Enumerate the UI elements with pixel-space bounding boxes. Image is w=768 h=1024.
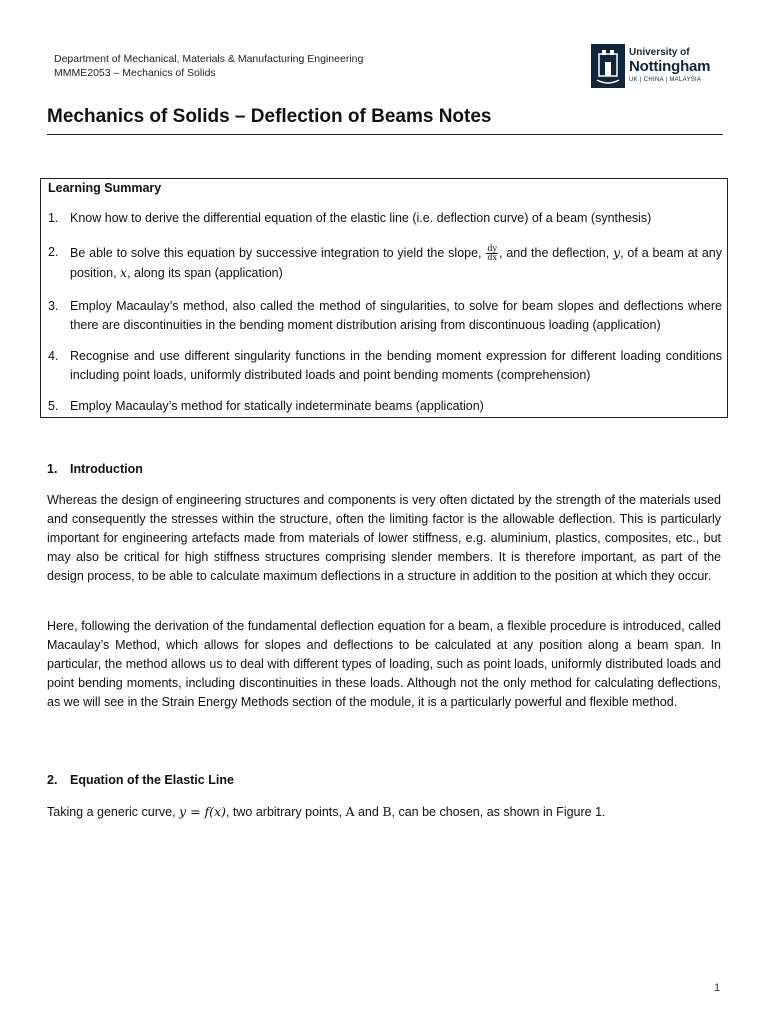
- summary-item-3: 3. Employ Macaulay’s method, also called the method of singularities, to solve for beam slopes and deflections where there are discontinuities in the bending moment distribution arising from discontinuous loading (application): [48, 299, 722, 332]
- summary-item-4: 4. Recognise and use different singularity functions in the bending moment expression for different loading conditions including point loads, uniformly distributed loads and point bending moments (comprehension): [48, 349, 722, 382]
- page-number: 1: [714, 982, 721, 994]
- slope-fraction: $\frac{dy}{dx}$: [487, 244, 498, 263]
- learning-summary-box: [40, 178, 728, 418]
- crest-icon: [591, 44, 625, 88]
- department-name: Department of Mechanical, Materials & Manufacturing Engineering: [54, 53, 364, 65]
- page-title: Mechanics of Solids – Deflection of Beams Notes: [47, 106, 492, 127]
- module-code: MMME2053 – Mechanics of Solids: [54, 67, 216, 79]
- section-2-paragraph-1: Taking a generic curve, y = f(x), two arbitrary points, A and B, can be chosen, as shown in Figure 1.: [47, 804, 606, 819]
- section-1-heading: 1. Introduction: [47, 462, 143, 476]
- university-logo: [591, 44, 721, 88]
- section-2-heading: 2. Equation of the Elastic Line: [47, 773, 234, 787]
- section-1-paragraph-1: Whereas the design of engineering structures and components is very often dictated by the strength of the materials used and consequently the stresses within the structure, often the limiting factor is the allowable deflection. This is particularly important for engineering artefacts made from materials of lower stiffness, e.g. aluminium, plastics, composites, etc., but may also be critical for high stiffness structures comprising slender members. It is therefore important, as part of the design process, to be able to calculate maximum deflections in a structure in addition to the position at which they occur.: [47, 493, 721, 583]
- section-1-paragraph-2: Here, following the derivation of the fundamental deflection equation for a beam, a flexible procedure is introduced, called Macaulay’s Method, which allows for slopes and deflections to be calculated at any position along a beam span. In particular, the method allows us to deal with different types of loading, such as point loads, uniformly distributed loads and point bending moments, including discontinuities in these loads. Although not the only method for calculating deflections, as we will see in the Strain Energy Methods section of the module, it is a particularly powerful and flexible method.: [47, 619, 721, 709]
- title-divider: [47, 134, 723, 135]
- summary-item-5: 5. Employ Macaulay’s method for statically indeterminate beams (application): [48, 399, 484, 413]
- summary-item-2: 2. Be able to solve this equation by successive integration to yield the slope, $\frac{dy}{dx}$ , and the deflection, y, of a beam at any position, x, along its span (application): [48, 244, 722, 280]
- learning-summary-heading: Learning Summary: [48, 181, 162, 195]
- curve-equation: y = f(x): [179, 804, 226, 819]
- summary-item-1: 1. Know how to derive the differential equation of the elastic line (i.e. deflection curve) of a beam (synthesis): [48, 211, 652, 225]
- document-header: [54, 52, 363, 80]
- logo-wordmark: University of Nottingham UK | CHINA | MALAYSIA: [629, 47, 711, 83]
